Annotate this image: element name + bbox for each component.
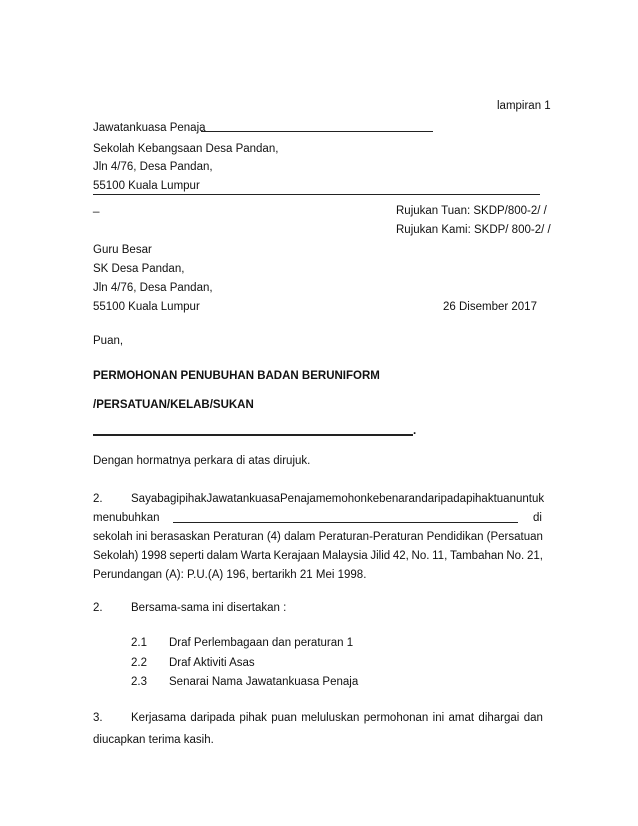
item-text: Senarai Nama Jawatankuasa Penaja bbox=[169, 676, 359, 688]
attachment-label: lampiran 1 bbox=[497, 100, 551, 112]
sender-address-line-3: 55100 Kuala Lumpur bbox=[93, 180, 200, 192]
para3-number: 2. bbox=[93, 602, 103, 614]
word: Pendidikan bbox=[426, 531, 484, 543]
word: (Persatuan bbox=[486, 531, 543, 543]
word: memohon bbox=[315, 493, 367, 505]
word: 1998 bbox=[141, 550, 167, 562]
word: Saya bbox=[131, 493, 158, 505]
para2-line-1 bbox=[131, 492, 543, 506]
word: Peraturan bbox=[213, 531, 264, 543]
word: berasaskan bbox=[150, 531, 210, 543]
word: tuan bbox=[493, 493, 516, 505]
word: pihak bbox=[178, 493, 207, 505]
salutation: Puan, bbox=[93, 335, 124, 347]
word: puan bbox=[271, 712, 297, 724]
recipient-line-4: 55100 Kuala Lumpur bbox=[93, 301, 200, 313]
word: 21, bbox=[526, 550, 543, 562]
word: Sekolah) bbox=[93, 550, 139, 562]
word: Malaysia bbox=[322, 550, 368, 562]
word: dan bbox=[523, 712, 543, 724]
sender-title-blank bbox=[201, 131, 433, 132]
letter-date: 26 Disember 2017 bbox=[443, 301, 537, 313]
subject-line-3-end: . bbox=[413, 425, 417, 437]
word: 42, bbox=[392, 550, 409, 562]
para4-line-1 bbox=[131, 711, 543, 725]
word: ini bbox=[135, 531, 148, 543]
para4-number: 3. bbox=[93, 712, 103, 724]
para2-blank bbox=[173, 522, 518, 523]
separator-rule bbox=[93, 194, 540, 195]
word: Kerjasama bbox=[131, 712, 186, 724]
para2-number: 2. bbox=[93, 493, 103, 505]
word: dalam bbox=[284, 531, 316, 543]
word: meluluskan bbox=[301, 712, 360, 724]
word: 11, bbox=[432, 550, 448, 562]
word: No. bbox=[411, 550, 430, 562]
sender-address-line-1: Sekolah Kebangsaan Desa Pandan, bbox=[93, 143, 279, 155]
separator-tail: _ bbox=[93, 201, 100, 213]
sender-address-line-2: Jln 4/76, Desa Pandan, bbox=[93, 161, 213, 173]
recipient-line-1: Guru Besar bbox=[93, 244, 152, 256]
opening-sentence: Dengan hormatnya perkara di atas dirujuk. bbox=[93, 455, 311, 467]
word: Kerajaan bbox=[273, 550, 320, 562]
word: daripada bbox=[190, 712, 236, 724]
word: Peraturan-Peraturan bbox=[318, 531, 424, 543]
word: permohonan bbox=[363, 712, 429, 724]
reference-tuan: Rujukan Tuan: SKDP/800-2/ / bbox=[396, 205, 547, 217]
word: dihargai bbox=[478, 712, 520, 724]
para2-line-3 bbox=[93, 530, 543, 544]
subject-line-1: PERMOHONAN PENUBUHAN BADAN BERUNIFORM bbox=[93, 370, 380, 382]
word: untuk bbox=[515, 493, 545, 505]
item-number: 2.1 bbox=[131, 637, 147, 649]
word: No. bbox=[506, 550, 525, 562]
word: Penaja bbox=[280, 493, 316, 505]
item-number: 2.2 bbox=[131, 657, 147, 669]
word: sekolah bbox=[93, 531, 133, 543]
recipient-line-3: Jln 4/76, Desa Pandan, bbox=[93, 282, 213, 294]
word: (4) bbox=[266, 531, 281, 543]
item-text: Draf Aktiviti Asas bbox=[169, 657, 255, 669]
word: dalam bbox=[206, 550, 238, 562]
word: pihak bbox=[239, 712, 267, 724]
word: amat bbox=[448, 712, 475, 724]
word: Jilid bbox=[370, 550, 391, 562]
word: daripada bbox=[421, 493, 467, 505]
word: ini bbox=[432, 712, 445, 724]
word: Jawatankuasa bbox=[206, 493, 280, 505]
reference-kami: Rujukan Kami: SKDP/ 800-2/ / bbox=[396, 224, 551, 236]
word: pihak bbox=[466, 493, 494, 505]
para2-line-4 bbox=[93, 549, 543, 563]
word: Tambahan bbox=[449, 550, 504, 562]
word: Warta bbox=[240, 550, 271, 562]
para2-line-2-start: menubuhkan bbox=[93, 512, 160, 524]
para4-line-2: diucapkan terima kasih. bbox=[93, 734, 214, 746]
subject-blank bbox=[93, 434, 413, 436]
word: kebenaran bbox=[366, 493, 422, 505]
word: seperti bbox=[169, 550, 204, 562]
para2-line-5: Perundangan (A): P.U.(A) 196, bertarikh 21 Mei 1998. bbox=[93, 569, 367, 581]
item-text: Draf Perlembagaan dan peraturan 1 bbox=[169, 637, 354, 649]
subject-line-2: /PERSATUAN/KELAB/SUKAN bbox=[93, 399, 254, 411]
item-number: 2.3 bbox=[131, 676, 147, 688]
recipient-line-2: SK Desa Pandan, bbox=[93, 263, 185, 275]
sender-title: Jawatankuasa Penaja bbox=[93, 122, 206, 134]
para3-text: Bersama-sama ini disertakan : bbox=[131, 602, 287, 614]
para2-line-2-end: di bbox=[533, 512, 542, 524]
word: bagi bbox=[157, 493, 179, 505]
